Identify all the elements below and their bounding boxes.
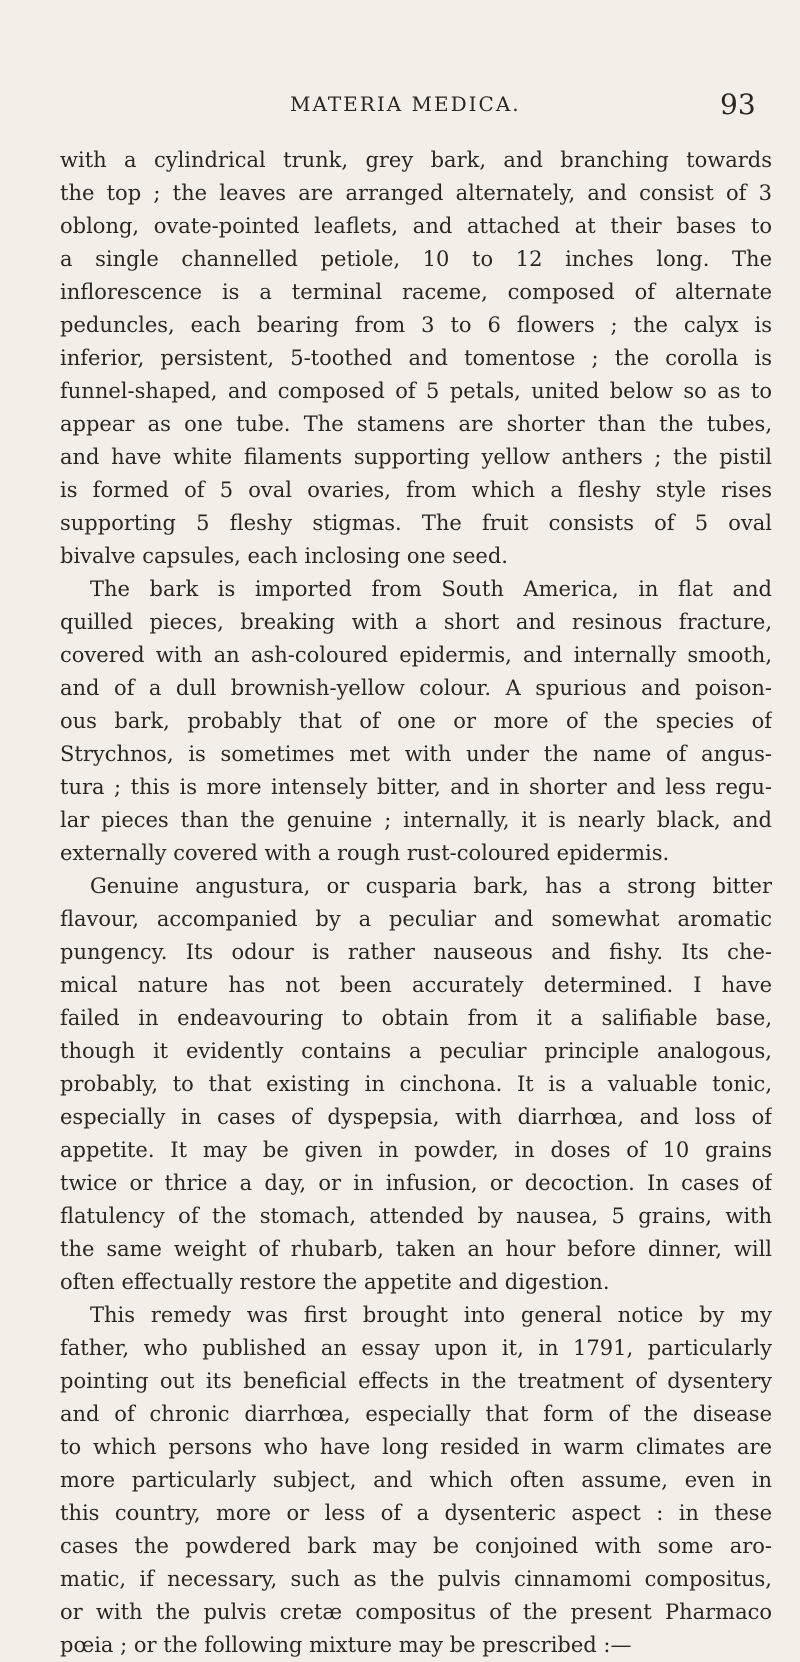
text-line: flavour, accompanied by a peculiar and somewhat aromatic — [60, 907, 772, 931]
text-line: covered with an ash-coloured epidermis, and internally smooth, — [60, 643, 772, 667]
text-line: lar pieces than the genuine ; internally, it is nearly black, and — [60, 808, 772, 832]
text-line: and of chronic diarrhœa, especially that form of the disease — [60, 1402, 772, 1426]
text-line: appear as one tube. The stamens are shorter than the tubes, — [60, 412, 772, 436]
text-line: often effectually restore the appetite and digestion. — [60, 1270, 610, 1294]
text-line: is formed of 5 oval ovaries, from which a fleshy style rises — [60, 478, 772, 502]
text-line: especially in cases of dyspepsia, with diarrhœa, and loss of — [60, 1105, 772, 1129]
text-line: a single channelled petiole, 10 to 12 inches long. The — [60, 247, 772, 271]
text-line: this country, more or less of a dysenteric aspect : in these — [60, 1501, 772, 1525]
text-line: inflorescence is a terminal raceme, composed of alternate — [60, 280, 772, 304]
page-header — [0, 88, 800, 122]
text-line: pointing out its beneficial effects in the treatment of dysentery — [60, 1369, 772, 1393]
text-line: cases the powdered bark may be conjoined with some aro- — [60, 1534, 772, 1558]
text-line: or with the pulvis cretæ compositus of the present Pharmaco — [60, 1600, 772, 1624]
text-line: externally covered with a rough rust-coloured epidermis. — [60, 841, 670, 865]
text-line: and of a dull brownish-yellow colour. A spurious and poison- — [60, 676, 772, 700]
text-line: This remedy was first brought into general notice by my — [90, 1303, 772, 1327]
text-line: flatulency of the stomach, attended by nausea, 5 grains, with — [60, 1204, 772, 1228]
text-line: matic, if necessary, such as the pulvis cinnamomi compositus, — [60, 1567, 772, 1591]
text-line: ous bark, probably that of one or more of the species of — [60, 709, 772, 733]
text-line: tura ; this is more intensely bitter, and in shorter and less regu- — [60, 775, 772, 799]
body-text — [60, 144, 772, 1662]
text-line: Genuine angustura, or cusparia bark, has a strong bitter — [90, 874, 772, 898]
text-line: supporting 5 fleshy stigmas. The fruit consists of 5 oval — [60, 511, 772, 535]
text-line: appetite. It may be given in powder, in doses of 10 grains — [60, 1138, 772, 1162]
text-line: oblong, ovate-pointed leaflets, and attached at their bases to — [60, 214, 772, 238]
text-line: father, who published an essay upon it, in 1791, particularly — [60, 1336, 772, 1360]
text-line: pungency. Its odour is rather nauseous and fishy. Its che- — [60, 940, 772, 964]
text-line: and have white filaments supporting yellow anthers ; the pistil — [60, 445, 772, 469]
text-line: Strychnos, is sometimes met with under the name of angus- — [60, 742, 772, 766]
text-line: though it evidently contains a peculiar principle analogous, — [60, 1039, 772, 1063]
text-line: funnel-shaped, and composed of 5 petals, united below so as to — [60, 379, 772, 403]
text-line: quilled pieces, breaking with a short and resinous fracture, — [60, 610, 772, 634]
text-line: the top ; the leaves are arranged alternately, and consist of 3 — [60, 181, 772, 205]
text-line: pœia ; or the following mixture may be prescribed :— — [60, 1633, 632, 1657]
text-line: peduncles, each bearing from 3 to 6 flowers ; the calyx is — [60, 313, 772, 337]
text-line: with a cylindrical trunk, grey bark, and branching towards — [60, 148, 772, 172]
text-line: more particularly subject, and which often assume, even in — [60, 1468, 772, 1492]
text-line: probably, to that existing in cinchona. It is a valuable tonic, — [60, 1072, 772, 1096]
text-line: to which persons who have long resided in warm climates are — [60, 1435, 772, 1459]
running-title: MATERIA MEDICA. — [290, 92, 521, 116]
text-line: twice or thrice a day, or in infusion, or decoction. In cases of — [60, 1171, 772, 1195]
text-line: bivalve capsules, each inclosing one seed. — [60, 544, 508, 568]
text-line: failed in endeavouring to obtain from it a salifiable base, — [60, 1006, 772, 1030]
text-line: mical nature has not been accurately determined. I have — [60, 973, 772, 997]
text-line: The bark is imported from South America, in flat and — [90, 577, 772, 601]
text-line: inferior, persistent, 5-toothed and tomentose ; the corolla is — [60, 346, 772, 370]
text-line: the same weight of rhubarb, taken an hour before dinner, will — [60, 1237, 772, 1261]
page-number: 93 — [720, 88, 756, 121]
